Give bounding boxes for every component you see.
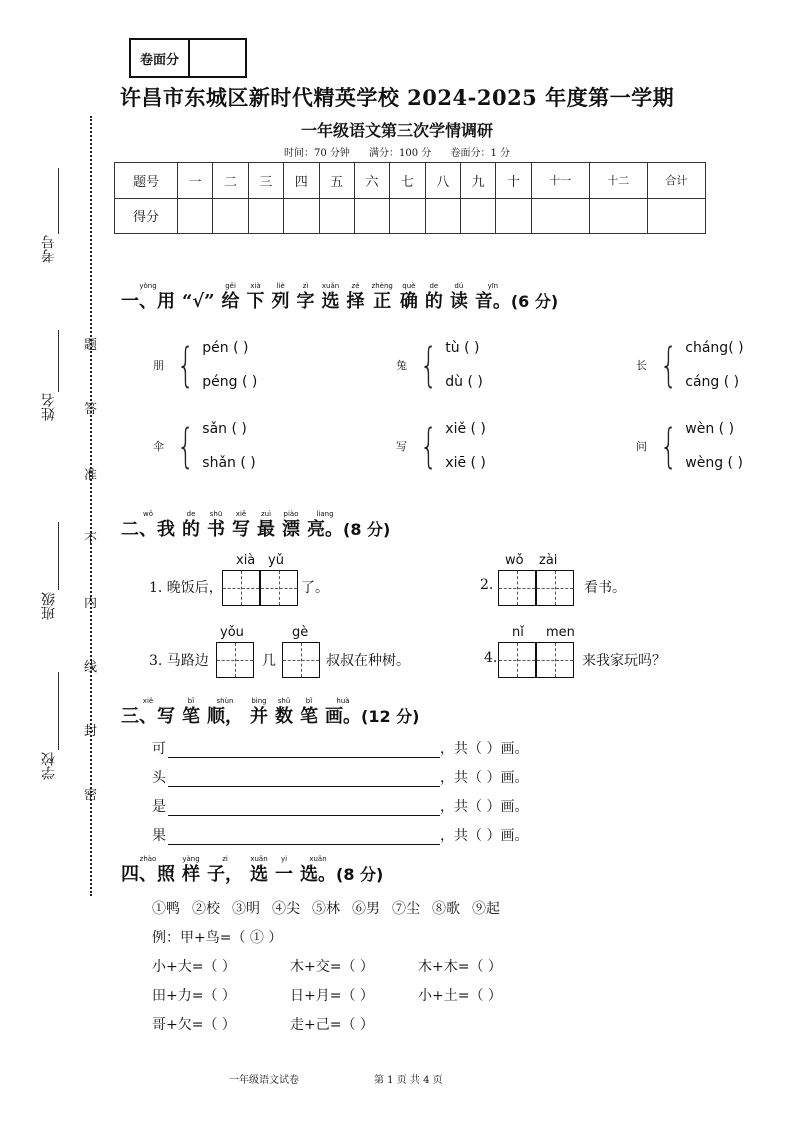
pinyin-choice-item: [396, 421, 486, 471]
binding-dotted-line: [90, 116, 92, 896]
option-item: ⑧歌: [432, 901, 460, 917]
q2-4-pinyin: men: [546, 625, 575, 640]
score-cell[interactable]: [647, 198, 705, 234]
brace-icon: {: [659, 338, 678, 392]
seal-char: 线: [84, 660, 98, 675]
seal-char: 不: [84, 532, 98, 547]
option-item: ⑤林: [312, 901, 340, 917]
exam-title: 一年级语文第三次学情调研: [300, 121, 493, 140]
column-header: 十二: [589, 163, 647, 199]
writing-grid-box[interactable]: [216, 642, 254, 678]
compose-question[interactable]: 走+己=（ ）: [290, 1017, 374, 1033]
q2-3-prefix: 3. 马路边: [149, 653, 209, 669]
q2-4-pinyin: nǐ: [512, 625, 524, 640]
seal-char: 密: [84, 788, 98, 803]
example-line: 例：甲+鸟=（ ① ）: [152, 930, 283, 946]
column-header: 四: [284, 163, 319, 199]
school-title: 许昌市东城区新时代精英学校 2024-2025 年度第一学期: [119, 85, 675, 110]
score-label: 得分: [115, 198, 178, 234]
exam-meta: [0, 144, 794, 159]
column-header: 二: [213, 163, 248, 199]
writing-grid-box[interactable]: [498, 642, 536, 678]
stroke-char: 头: [152, 770, 166, 786]
seal-char: 准: [84, 468, 98, 483]
score-table-score-row: [115, 198, 706, 234]
exam-full-score: 满分：100 分: [369, 148, 432, 159]
q2-2-prefix: 2.: [480, 577, 494, 593]
q2-3-pinyin: gè: [292, 625, 309, 640]
choice-char: 伞: [153, 440, 164, 453]
compose-question[interactable]: 小+大=（ ）: [152, 959, 236, 975]
stroke-order-row: [152, 796, 528, 816]
pinyin-option[interactable]: tù ( ): [445, 340, 480, 356]
stroke-char: 可: [152, 741, 166, 757]
column-header: 十: [496, 163, 531, 199]
q2-2-pinyin: wǒ: [505, 553, 524, 568]
column-header: 九: [461, 163, 496, 199]
column-header: 六: [354, 163, 389, 199]
margin-label-class: 班级: [41, 592, 57, 620]
pinyin-option[interactable]: xiě ( ): [445, 421, 486, 437]
writing-grid-box[interactable]: [282, 642, 320, 678]
q2-1-suffix: 了。: [301, 580, 329, 596]
pinyin-choice-item: [636, 340, 744, 390]
pinyin-option[interactable]: dù ( ): [445, 374, 483, 390]
writing-grid-box[interactable]: [536, 570, 574, 606]
writing-grid-box[interactable]: [222, 570, 260, 606]
choice-char: 问: [636, 440, 647, 453]
stroke-count-suffix: ，共（ ）画。: [440, 828, 529, 844]
seal-char: 答: [84, 402, 98, 417]
stroke-order-blank[interactable]: [168, 799, 440, 816]
option-item: ⑦尘: [392, 901, 420, 917]
score-cell[interactable]: [319, 198, 354, 234]
option-item: ⑨起: [472, 901, 500, 917]
stroke-count-suffix: ，共（ ）画。: [440, 799, 529, 815]
pinyin-choice-item: [153, 421, 256, 471]
column-header: 三: [248, 163, 283, 199]
option-item: ⑥男: [352, 901, 380, 917]
margin-label-school: 学校: [41, 752, 57, 780]
score-cell[interactable]: [284, 198, 319, 234]
score-cell[interactable]: [213, 198, 248, 234]
choice-char: 朋: [153, 359, 164, 372]
writing-grid-box[interactable]: [498, 570, 536, 606]
stroke-order-row: [152, 738, 528, 758]
footer-paper-name: 一年级语文试卷: [229, 1075, 299, 1086]
column-header: 十一: [531, 163, 589, 199]
pinyin-choice-item: [396, 340, 483, 390]
score-cell[interactable]: [425, 198, 460, 234]
column-header: 七: [390, 163, 425, 199]
margin-label-exam-no: 考号: [41, 235, 57, 263]
footer-page-number: 第 1 页 共 4 页: [374, 1075, 443, 1086]
score-table: [114, 162, 706, 234]
option-item: ④尖: [272, 901, 300, 917]
stroke-count-suffix: ，共（ ）画。: [440, 741, 529, 757]
question-number-label: 题号: [115, 163, 178, 199]
stroke-order-row: [152, 825, 528, 845]
pinyin-option[interactable]: shǎn ( ): [202, 455, 256, 471]
pinyin-option[interactable]: sǎn ( ): [202, 421, 247, 437]
pinyin-option[interactable]: xiē ( ): [445, 455, 486, 471]
column-header: 一: [178, 163, 213, 199]
exam-neat-score: 卷面分：1 分: [450, 148, 511, 159]
option-item: ②校: [192, 901, 220, 917]
pinyin-option[interactable]: cáng ( ): [685, 374, 740, 390]
section4-heading: zhào 四、照 yàng 样 zi 子， xuǎn 选 yi 一 xuǎn 选。 (8 分): [121, 855, 384, 885]
option-list: [152, 898, 500, 918]
stroke-char: 果: [152, 828, 166, 844]
brace-icon: {: [176, 419, 195, 473]
compose-question[interactable]: 日+月=（ ）: [290, 988, 374, 1004]
pinyin-option[interactable]: pén ( ): [202, 340, 249, 356]
section2-heading: wǒ 二、我 de 的 shū 书 xiě 写 zuì 最 piào 漂 liang 亮。 (8 分): [121, 510, 391, 540]
margin-line: [58, 168, 59, 234]
compose-question[interactable]: 小+土=（ ）: [418, 988, 502, 1004]
stroke-order-blank[interactable]: [168, 741, 440, 758]
q2-2-pinyin: zài: [539, 553, 558, 568]
stroke-order-row: [152, 767, 528, 787]
writing-grid-box[interactable]: [536, 642, 574, 678]
score-cell[interactable]: [248, 198, 283, 234]
q2-1-pinyin: yǔ: [268, 553, 284, 568]
column-header: 合计: [647, 163, 705, 199]
compose-question[interactable]: 木+木=（ ）: [418, 959, 502, 975]
pinyin-option[interactable]: péng ( ): [202, 374, 258, 390]
q2-3-suffix: 叔叔在种树。: [326, 653, 410, 669]
seal-char: 题: [84, 338, 98, 353]
score-cell[interactable]: [461, 198, 496, 234]
section1-heading: yòng 一、用 “√” gěi 给 xià 下 liè 列 zì 字 xuǎn 选 zé 择 zhèng 正 què 确 de 的 dú 读 yīn 音。 (6 分): [121, 282, 559, 312]
margin-line: [58, 672, 59, 750]
margin-line: [58, 522, 59, 590]
score-cell[interactable]: [496, 198, 531, 234]
q2-4-prefix: 4.: [484, 650, 498, 666]
section3-heading: xiě 三、写 bǐ 笔 shùn 顺， bìng 并 shǔ 数 bǐ 笔 huà 画。 (12 分): [121, 697, 420, 727]
column-header: 五: [319, 163, 354, 199]
pinyin-choice-item: [153, 340, 257, 390]
q2-1-pinyin: xià: [236, 553, 256, 568]
margin-label-name: 姓名: [41, 393, 57, 421]
compose-question[interactable]: 田+力=（ ）: [152, 988, 236, 1004]
score-cell[interactable]: [178, 198, 213, 234]
brace-icon: {: [176, 338, 195, 392]
q2-4-suffix: 来我家玩吗？: [582, 653, 666, 669]
seal-char: 封: [84, 724, 98, 739]
q2-3-middle: 几: [262, 653, 276, 669]
brace-icon: {: [419, 338, 438, 392]
exam-time: 时间：70 分钟: [283, 148, 350, 159]
stroke-order-blank[interactable]: [168, 770, 440, 787]
compose-question[interactable]: 木+交=（ ）: [290, 959, 374, 975]
q2-2-suffix: 看书。: [584, 580, 626, 596]
seal-char: 内: [84, 596, 98, 611]
q2-3-pinyin: yǒu: [220, 625, 244, 640]
stroke-order-blank[interactable]: [168, 828, 440, 845]
stroke-count-suffix: ，共（ ）画。: [440, 770, 529, 786]
pinyin-option[interactable]: wèng ( ): [685, 455, 743, 471]
stroke-char: 是: [152, 799, 166, 815]
choice-char: 兔: [396, 359, 407, 372]
brace-icon: {: [419, 419, 438, 473]
choice-char: 写: [396, 440, 407, 453]
column-header: 八: [425, 163, 460, 199]
pinyin-option[interactable]: cháng( ): [685, 340, 744, 356]
score-cell[interactable]: [354, 198, 389, 234]
compose-question[interactable]: 哥+欠=（ ）: [152, 1017, 236, 1033]
score-cell[interactable]: [531, 198, 589, 234]
neat-score-label: 卷面分: [131, 40, 190, 76]
score-cell[interactable]: [589, 198, 647, 234]
brace-icon: {: [659, 419, 678, 473]
option-item: ③明: [232, 901, 260, 917]
neat-score-box: [129, 38, 247, 78]
pinyin-option[interactable]: wèn ( ): [685, 421, 735, 437]
choice-char: 长: [636, 359, 647, 372]
option-item: ①鸭: [152, 901, 180, 917]
pinyin-choice-item: [636, 421, 743, 471]
margin-line: [58, 330, 59, 392]
score-table-header-row: [115, 163, 706, 199]
score-cell[interactable]: [390, 198, 425, 234]
q2-1-prefix: 1. 晚饭后，: [149, 580, 223, 596]
writing-grid-box[interactable]: [260, 570, 298, 606]
